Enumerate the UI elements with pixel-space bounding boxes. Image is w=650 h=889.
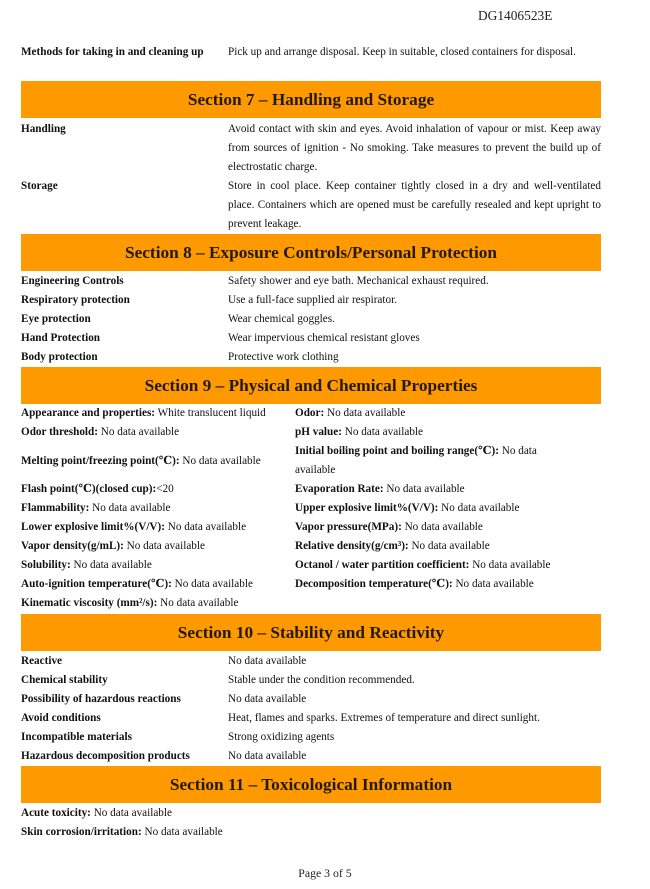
- odor-threshold-property: Odor threshold: No data available: [21, 426, 180, 438]
- partition-coefficient-property: Octanol / water partition coefficient: No data available: [295, 559, 551, 571]
- melting-point-property: Melting point/freezing point(℃): No data available: [21, 455, 261, 467]
- upper-explosive-limit-property: Upper explosive limit%(V/V): No data available: [295, 502, 520, 514]
- handling-row: [21, 120, 601, 177]
- flash-point-property: Flash point(℃)(closed cup):<20: [21, 483, 174, 495]
- row-label: Hand Protection: [21, 332, 101, 344]
- row-label: Reactive: [21, 655, 62, 667]
- row-value: No data available: [228, 655, 307, 667]
- row-label: Body protection: [21, 351, 98, 363]
- row-label: Storage: [21, 180, 58, 192]
- row-label: Handling: [21, 123, 66, 135]
- row-label: Methods for taking in and cleaning up: [21, 46, 204, 58]
- vapor-density-property: Vapor density(g/mL): No data available: [21, 540, 205, 552]
- row-label: Respiratory protection: [21, 294, 130, 306]
- row-value: Store in cool place. Keep container tightly closed in a dry and well-ventilated place. Containers which are opened must be carefully resealed and kept upright to prevent leakage.: [228, 180, 601, 230]
- row-label: Avoid conditions: [21, 712, 101, 724]
- row-value: Protective work clothing: [228, 351, 339, 363]
- body-protection-row: [21, 348, 601, 367]
- solubility-property: Solubility: No data available: [21, 559, 152, 571]
- row-label: Possibility of hazardous reactions: [21, 693, 181, 705]
- row-value: Heat, flames and sparks. Extremes of temperature and direct sunlight.: [228, 712, 540, 724]
- row-label: Hazardous decomposition products: [21, 750, 190, 762]
- lower-explosive-limit-property: Lower explosive limit%(V/V): No data available: [21, 521, 247, 533]
- row-value: No data available: [228, 750, 307, 762]
- acute-toxicity-property: Acute toxicity: No data available: [21, 807, 172, 819]
- row-label: Engineering Controls: [21, 275, 124, 287]
- row-label: Eye protection: [21, 313, 91, 325]
- odor-property: Odor: No data available: [295, 407, 406, 419]
- section-11-header: Section 11 – Toxicological Information: [21, 766, 601, 803]
- hazardous-reactions-row: [21, 690, 601, 709]
- page-number: Page 3 of 5: [298, 866, 352, 880]
- auto-ignition-property: Auto-ignition temperature(℃): No data available: [21, 578, 253, 590]
- section-10-header: Section 10 – Stability and Reactivity: [21, 614, 601, 651]
- hand-protection-row: [21, 329, 601, 348]
- row-value: Pick up and arrange disposal. Keep in suitable, closed containers for disposal.: [228, 46, 576, 58]
- row-value: Wear impervious chemical resistant gloves: [228, 332, 420, 344]
- decomposition-temperature-property: Decomposition temperature(℃): No data available: [295, 578, 534, 590]
- skin-corrosion-property: Skin corrosion/irritation: No data available: [21, 826, 223, 838]
- section-7-header: Section 7 – Handling and Storage: [21, 81, 601, 118]
- storage-row: [21, 177, 601, 234]
- vapor-pressure-property: Vapor pressure(MPa): No data available: [295, 521, 483, 533]
- row-value: Safety shower and eye bath. Mechanical exhaust required.: [228, 275, 489, 287]
- ph-value-property: pH value: No data available: [295, 426, 424, 438]
- row-value: Use a full-face supplied air respirator.: [228, 294, 397, 306]
- row-value: Avoid contact with skin and eyes. Avoid inhalation of vapour or mist. Keep away from sources of ignition - No smoking. Take measures to prevent the build up of electrostatic charge.: [228, 123, 601, 173]
- row-value: Wear chemical goggles.: [228, 313, 335, 325]
- chemical-stability-row: [21, 671, 601, 690]
- eye-protection-row: [21, 310, 601, 329]
- flammability-property: Flammability: No data available: [21, 502, 171, 514]
- methods-cleaning-row: [21, 43, 601, 62]
- engineering-controls-row: [21, 272, 601, 291]
- section-8-header: Section 8 – Exposure Controls/Personal Protection: [21, 234, 601, 271]
- incompatible-materials-row: [21, 728, 601, 747]
- document-id: DG1406523E: [478, 8, 553, 23]
- respiratory-protection-row: [21, 291, 601, 310]
- reactive-row: [21, 652, 601, 671]
- hazardous-decomposition-row: [21, 747, 601, 766]
- section-9-header: Section 9 – Physical and Chemical Properties: [21, 367, 601, 404]
- row-label: Incompatible materials: [21, 731, 132, 743]
- relative-density-property: Relative density(g/cm³): No data available: [295, 540, 490, 552]
- kinematic-viscosity-property: Kinematic viscosity (mm²/s): No data available: [21, 597, 239, 609]
- row-value: No data available: [228, 693, 307, 705]
- row-value: Strong oxidizing agents: [228, 731, 335, 743]
- evaporation-rate-property: Evaporation Rate: No data available: [295, 483, 465, 495]
- appearance-property: Appearance and properties: White translucent liquid: [21, 407, 266, 419]
- avoid-conditions-row: [21, 709, 601, 728]
- row-value: Stable under the condition recommended.: [228, 674, 415, 686]
- row-label: Chemical stability: [21, 674, 108, 686]
- boiling-point-property: Initial boiling point and boiling range(℃): No data available: [295, 445, 537, 476]
